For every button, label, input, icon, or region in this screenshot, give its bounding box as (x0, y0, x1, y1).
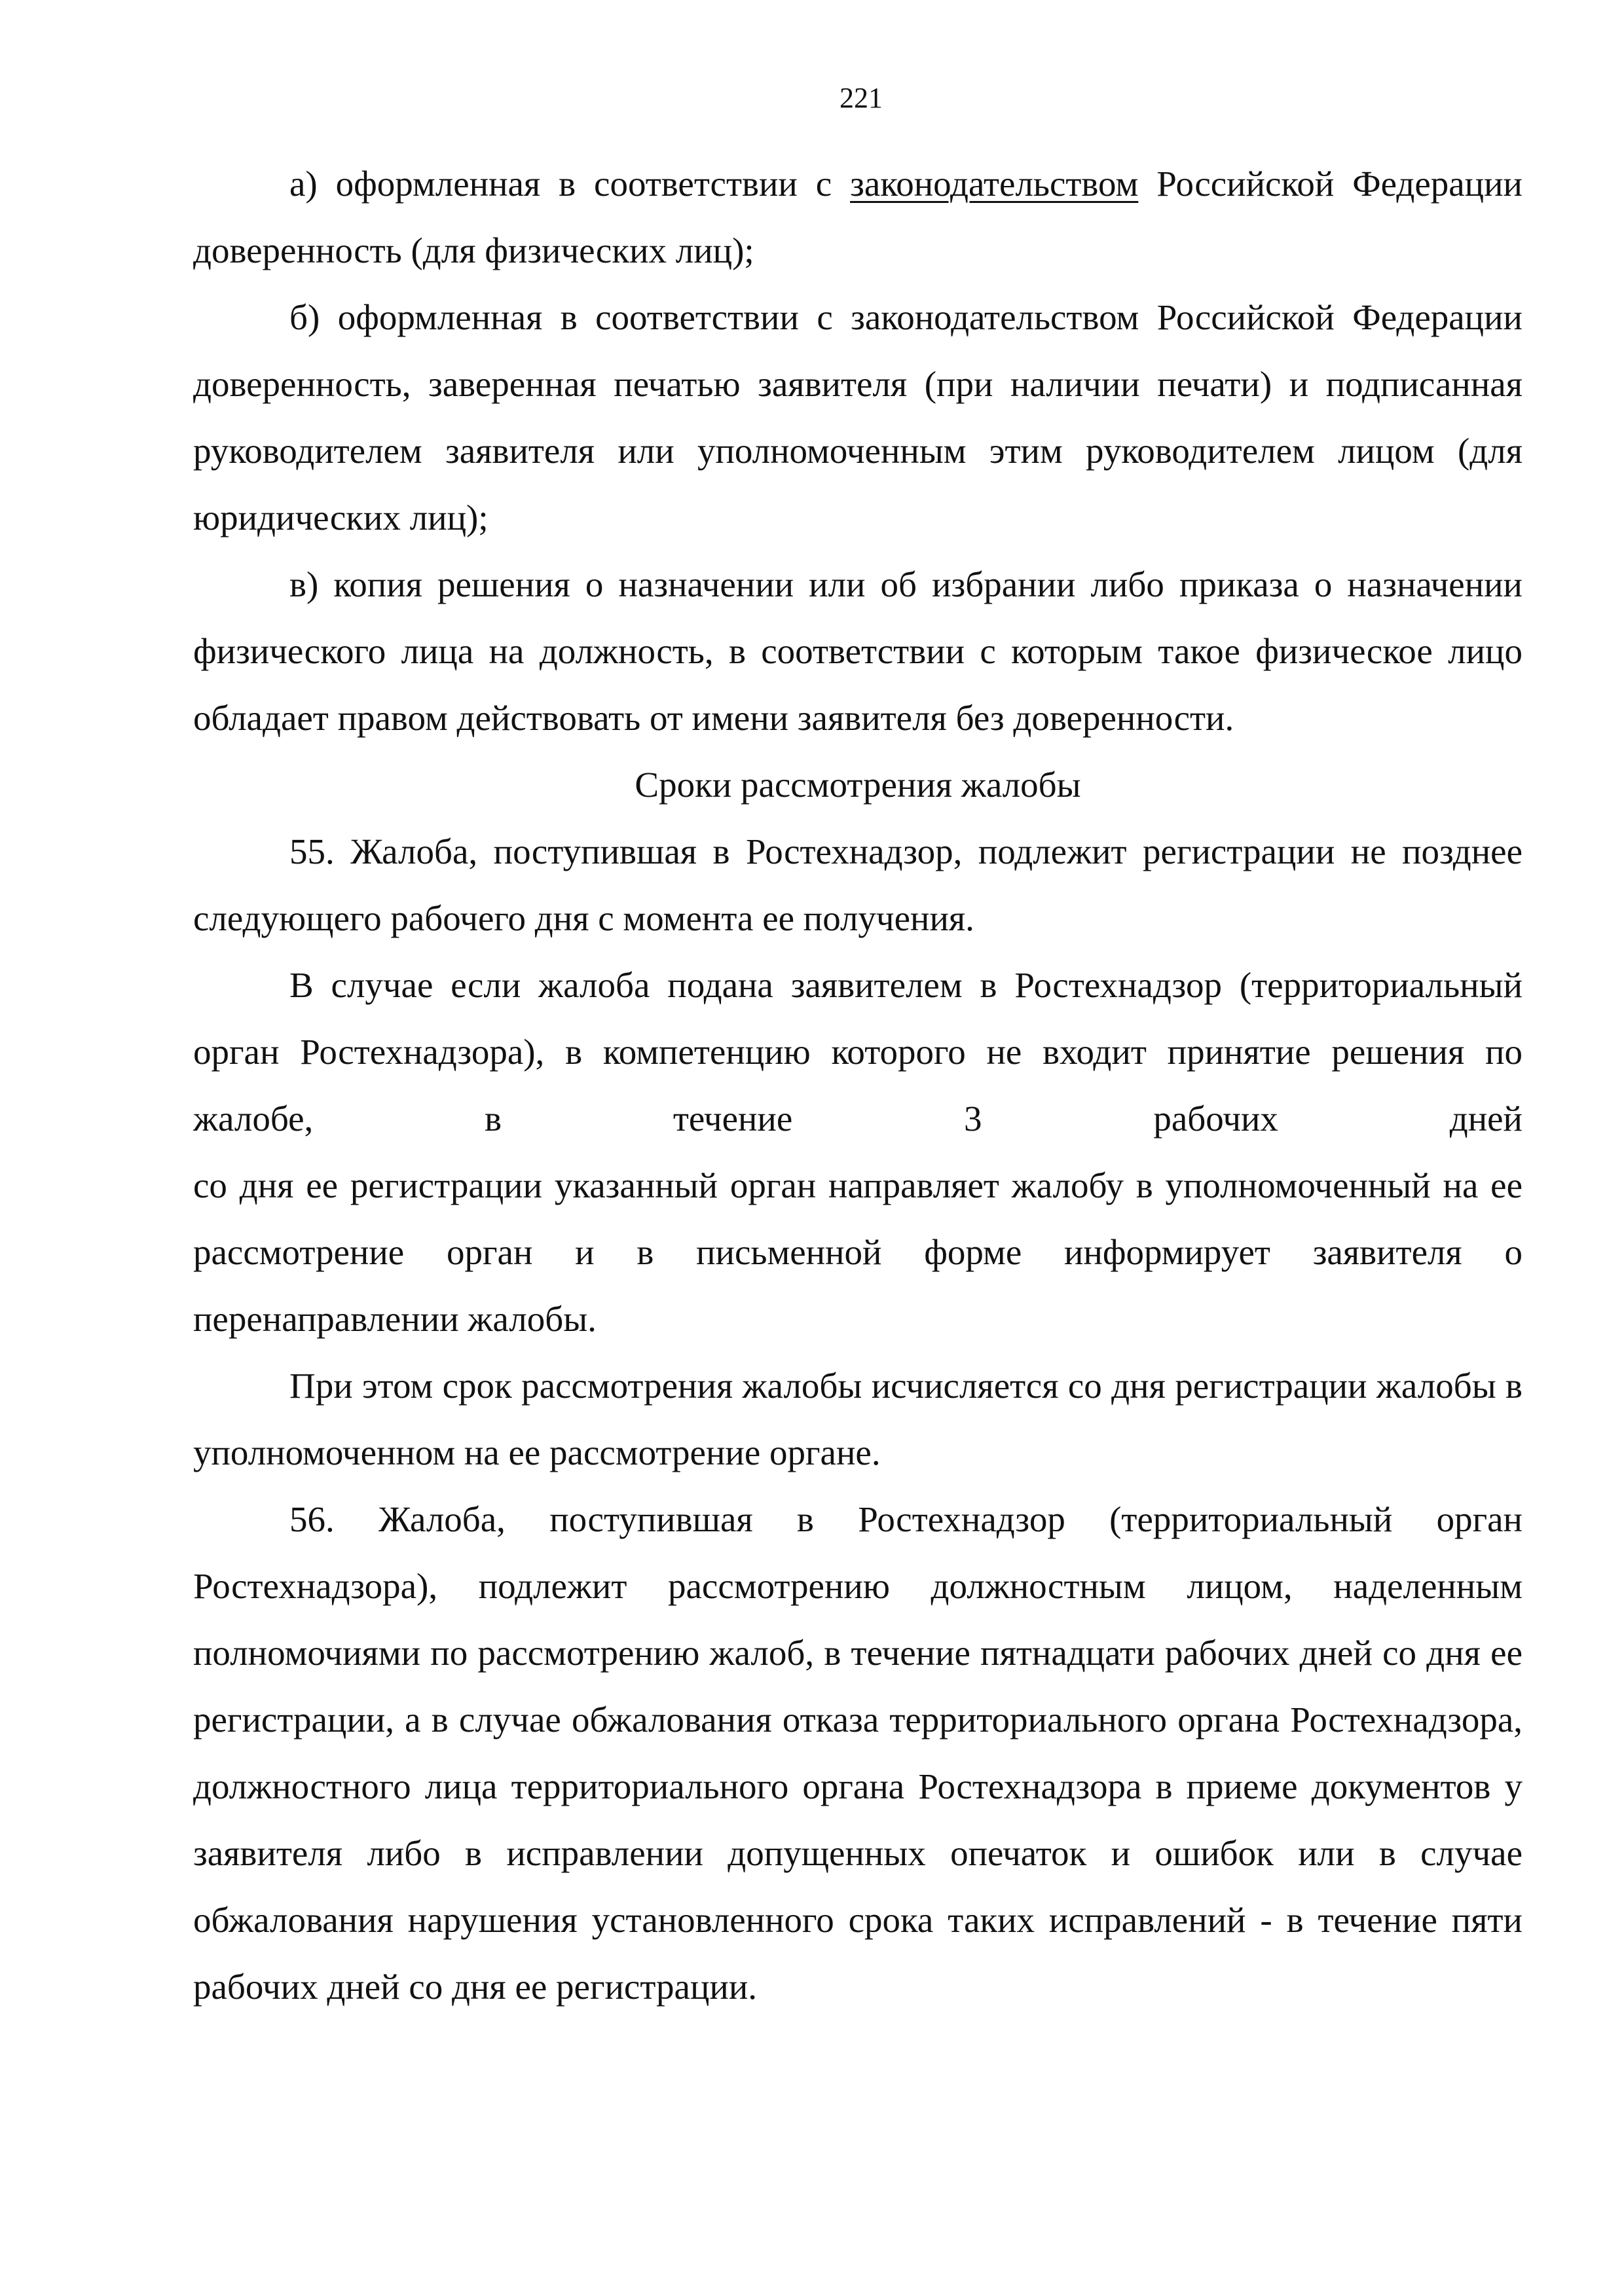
item-a-prefix: а) оформленная в соответствии с (289, 164, 851, 204)
legislation-link[interactable]: законодательством (850, 164, 1139, 204)
paragraph-55: 55. Жалоба, поступившая в Ростехнадзор, подлежит регистрации не позднее следующего рабочего дня с момента ее получения. (193, 831, 1522, 938)
section-heading: Сроки рассмотрения жалобы (635, 765, 1081, 805)
paragraph-term: При этом срок рассмотрения жалобы исчисляется со дня регистрации жалобы в уполномоченном на ее рассмотрение органе. (193, 1366, 1522, 1472)
item-a (193, 151, 1522, 284)
item-v: в) копия решения о назначении или об избрании либо приказа о назначении физического лица на должность, в соответствии с которым такое физическое лицо обладает правом действовать от имени заявителя без доверенности. (193, 564, 1522, 738)
item-a-suffix: Российской Федерации доверенность (для физических лиц); (193, 164, 1522, 270)
page-body (193, 151, 1522, 2020)
paragraph-56: 56. Жалоба, поступившая в Ростехнадзор (территориальный орган Ростехнадзора), подлежит рассмотрению должностным лицом, наделенным полномочиями по рассмотрению жалоб, в течение пятнадцати рабочих дней со дня ее регистрации, а в случае обжалования отказа территориального органа Ростехнадзора, должностного лица территориального органа Ростехнадзора в приеме документов у заявителя либо в исправлении допущенных опечаток и ошибок или в случае обжалования нарушения установленного срока таких исправлений - в течение пяти рабочих дней со дня ее регистрации. (193, 1499, 1522, 2007)
page-number: 221 (840, 82, 883, 114)
paragraph-redirect-part1: В случае если жалоба подана заявителем в Ростехнадзор (территориальный орган Ростехнадзора), в компетенцию которого не входит принятие решения по жалобе, в течение 3 рабочих дней (193, 965, 1522, 1139)
item-b: б) оформленная в соответствии с законодательством Российской Федерации доверенность, заверенная печатью заявителя (при наличии печати) и подписанная руководителем заявителя или уполномоченным этим руководителем лицом (для юридических лиц); (193, 297, 1522, 538)
paragraph-redirect-part2: со дня ее регистрации указанный орган направляет жалобу в уполномоченный на ее рассмотрение орган и в письменной форме информирует заявителя о перенаправлении жалобы. (193, 1165, 1522, 1339)
